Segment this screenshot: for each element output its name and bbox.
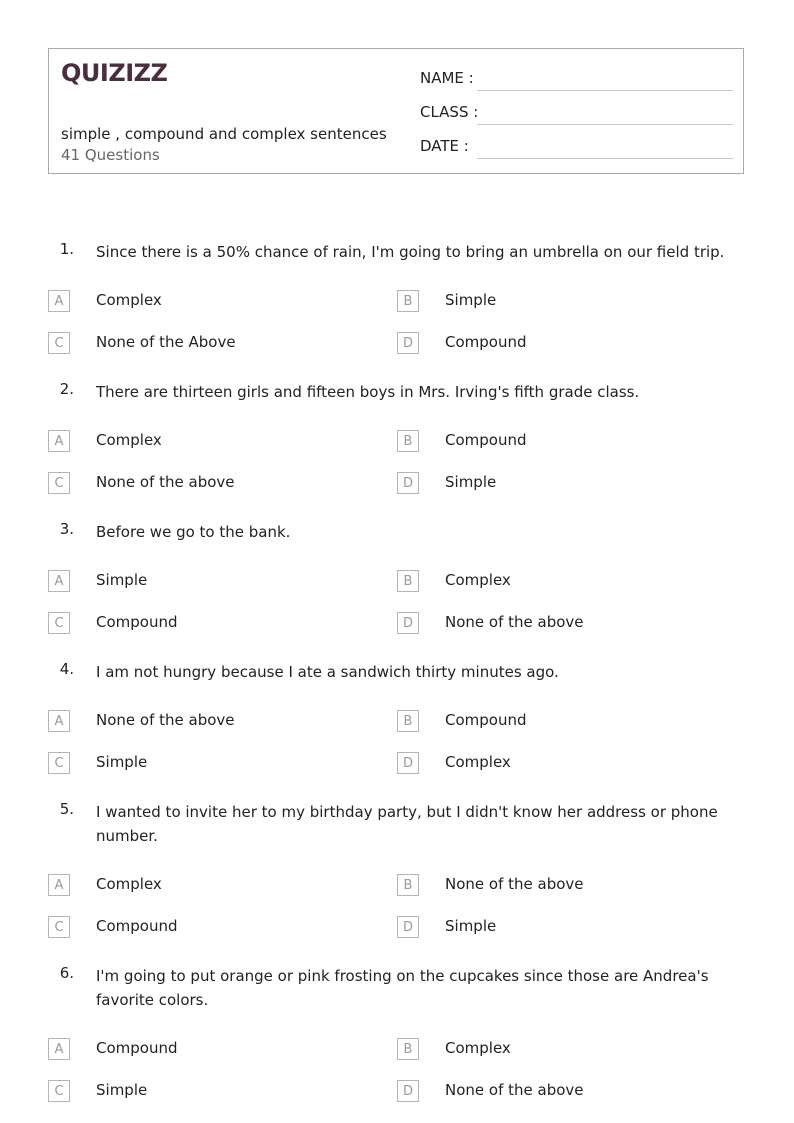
option-text: None of the above — [96, 711, 235, 729]
option-letter-box: B — [397, 430, 419, 452]
name-label: NAME : — [420, 69, 474, 87]
option-text: Simple — [96, 1081, 148, 1099]
option-letter-box: B — [397, 874, 419, 896]
option-letter-box: C — [48, 332, 70, 354]
option-letter-box: A — [48, 570, 70, 592]
option-text: Simple — [445, 291, 497, 309]
question-text: I'm going to put orange or pink frosting on the cupcakes since those are Andrea's favorite colors. — [96, 967, 709, 1009]
option-text: Compound — [445, 431, 527, 449]
question-text: There are thirteen girls and fifteen boys in Mrs. Irving's fifth grade class. — [96, 383, 640, 401]
option-letter-box: D — [397, 916, 419, 938]
date-line — [477, 158, 733, 159]
option-letter-box: D — [397, 612, 419, 634]
option-letter-box: B — [397, 570, 419, 592]
name-field — [420, 69, 733, 91]
option-text: Compound — [96, 613, 178, 631]
question-text: I wanted to invite her to my birthday party, but I didn't know her address or phone number. — [96, 803, 718, 845]
option-text: None of the above — [445, 1081, 584, 1099]
question-text: I am not hungry because I ate a sandwich thirty minutes ago. — [96, 663, 559, 681]
option-letter-box: C — [48, 612, 70, 634]
option-letter-box: D — [397, 1080, 419, 1102]
question-text: Since there is a 50% chance of rain, I'm going to bring an umbrella on our field trip. — [96, 243, 725, 261]
class-line — [477, 124, 733, 125]
option-letter-box: B — [397, 710, 419, 732]
option-letter-box: B — [397, 1038, 419, 1060]
option-text: Compound — [96, 1039, 178, 1057]
option-letter-box: C — [48, 916, 70, 938]
option-text: Simple — [445, 473, 497, 491]
question-number: 2. — [59, 380, 74, 398]
option-text: Compound — [445, 711, 527, 729]
option-letter-box: B — [397, 290, 419, 312]
option-letter-box: C — [48, 1080, 70, 1102]
option-letter-box: D — [397, 472, 419, 494]
question-number: 6. — [59, 964, 74, 982]
worksheet-header — [48, 48, 744, 174]
option-text: Complex — [445, 753, 511, 771]
option-text: None of the above — [445, 613, 584, 631]
question-text: Before we go to the bank. — [96, 523, 291, 541]
date-label: DATE : — [420, 137, 469, 155]
option-letter-box: D — [397, 752, 419, 774]
quizizz-logo: QUIZIZZ — [61, 59, 168, 87]
option-text: Simple — [445, 917, 497, 935]
option-text: Compound — [445, 333, 527, 351]
option-text: Compound — [96, 917, 178, 935]
option-text: None of the above — [96, 473, 235, 491]
option-text: None of the above — [445, 875, 584, 893]
option-letter-box: A — [48, 290, 70, 312]
question-count: 41 Questions — [61, 146, 160, 164]
worksheet-title: simple , compound and complex sentences — [61, 125, 387, 143]
question-number: 4. — [59, 660, 74, 678]
question-number: 5. — [59, 800, 74, 818]
date-field — [420, 137, 733, 159]
option-text: Complex — [96, 431, 162, 449]
option-text: Simple — [96, 753, 148, 771]
option-letter-box: C — [48, 472, 70, 494]
option-letter-box: A — [48, 430, 70, 452]
option-text: Complex — [445, 571, 511, 589]
option-letter-box: A — [48, 710, 70, 732]
name-line — [477, 90, 733, 91]
option-letter-box: C — [48, 752, 70, 774]
option-letter-box: A — [48, 874, 70, 896]
class-label: CLASS : — [420, 103, 479, 121]
option-text: None of the Above — [96, 333, 236, 351]
option-text: Complex — [96, 291, 162, 309]
option-text: Complex — [96, 875, 162, 893]
question-number: 1. — [59, 240, 74, 258]
option-text: Complex — [445, 1039, 511, 1057]
class-field — [420, 103, 733, 125]
option-text: Simple — [96, 571, 148, 589]
option-letter-box: D — [397, 332, 419, 354]
question-number: 3. — [59, 520, 74, 538]
option-letter-box: A — [48, 1038, 70, 1060]
